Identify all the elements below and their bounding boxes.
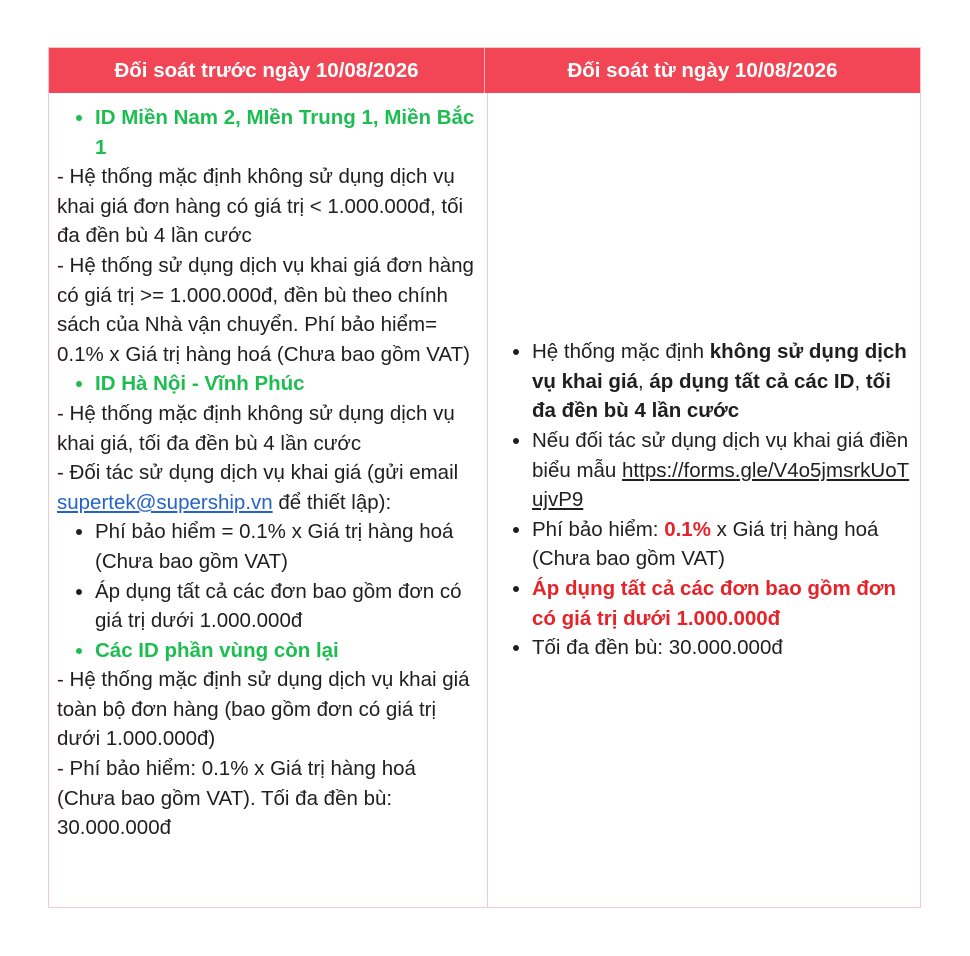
right-item3-post: x Giá trị hàng hoá (Chưa bao gồm VAT) xyxy=(532,517,879,571)
right-item1-bold3: tối đa đền bù 4 lần cước xyxy=(532,369,891,423)
header-from-date: Đối soát từ ngày 10/08/2026 xyxy=(567,58,838,82)
right-item-apply xyxy=(532,574,910,633)
right-item1-bold1: không sử dụng dịch vụ khai giá xyxy=(532,340,907,393)
from-date-list xyxy=(502,337,910,663)
group2-line2 xyxy=(57,458,479,517)
group2-line2-post: để thiết lập): xyxy=(272,490,392,514)
group3-line2: - Phí bảo hiểm: 0.1% x Giá trị hàng hoá (Chưa bao gồm VAT). Tối đa đền bù: 30.000.000đ xyxy=(57,757,416,840)
group1-title: • ID Miền Nam 2, MIền Trung 1, Miền Bắc 1 xyxy=(95,103,479,162)
group2-line2-pre: - Đối tác sử dụng dịch vụ khai giá (gửi email xyxy=(57,461,459,485)
group2-list xyxy=(57,369,479,399)
from-date-column xyxy=(488,93,920,907)
right-item4-text: Áp dụng tất cả các đơn bao gồm đơn có giá trị dưới 1.000.000đ xyxy=(532,576,896,630)
right-item1-sep: , xyxy=(854,369,866,393)
right-item1-pre: Hệ thống mặc định xyxy=(532,340,710,364)
support-email-link[interactable]: supertek@supership.vn xyxy=(57,490,273,514)
group3-title: • Các ID phần vùng còn lại xyxy=(95,636,479,666)
group2-bullets xyxy=(57,517,479,635)
group3-line1: - Hệ thống mặc định sử dụng dịch vụ khai giá toàn bộ đơn hàng (bao gồm đơn có giá trị dưới 1.000.000đ) xyxy=(57,668,470,751)
right-item1-bold2: áp dụng tất cả các ID xyxy=(649,369,855,393)
right-item2-pre: Nếu đối tác sử dụng dịch vụ khai giá điền biểu mẫu xyxy=(532,429,909,482)
before-date-column xyxy=(49,93,488,907)
right-item-max: • Tối đa đền bù: 30.000.000đ xyxy=(532,633,910,663)
group1-line2: - Hệ thống sử dụng dịch vụ khai giá đơn hàng có giá trị >= 1.000.000đ, đền bù theo chính sách của Nhà vận chuyển. Phí bảo hiểm= 0.1% x Giá trị hàng hoá (Chưa bao gồm VAT) xyxy=(57,253,474,366)
group1-list xyxy=(57,103,479,162)
group2-title: • ID Hà Nội - Vĩnh Phúc xyxy=(95,369,479,399)
right-item-default xyxy=(532,337,910,426)
right-item-form xyxy=(532,426,910,515)
fee-rate: 0.1% xyxy=(664,517,711,541)
group2-bullet-fee: • Phí bảo hiểm = 0.1% x Giá trị hàng hoá (Chưa bao gồm VAT) xyxy=(95,517,479,576)
right-item3-pre: Phí bảo hiểm: xyxy=(532,517,665,541)
right-item1-mid: , xyxy=(637,369,650,393)
comparison-table xyxy=(48,47,921,908)
group1-line1: - Hệ thống mặc định không sử dụng dịch vụ khai giá đơn hàng có giá trị < 1.000.000đ, tối đa đền bù 4 lần cước xyxy=(57,165,464,248)
table-header xyxy=(49,48,920,93)
group2-bullet-apply: • Áp dụng tất cả các đơn bao gồm đơn có giá trị dưới 1.000.000đ xyxy=(95,577,479,636)
header-before-date: Đối soát trước ngày 10/08/2026 xyxy=(49,48,485,93)
form-link[interactable]: https://forms.gle/V4o5jmsrkUoTujvP9 xyxy=(532,458,910,512)
group3-list xyxy=(57,636,479,666)
group2-line1: - Hệ thống mặc định không sử dụng dịch vụ khai giá, tối đa đền bù 4 lần cước xyxy=(57,401,455,455)
right-item-fee xyxy=(532,515,910,574)
